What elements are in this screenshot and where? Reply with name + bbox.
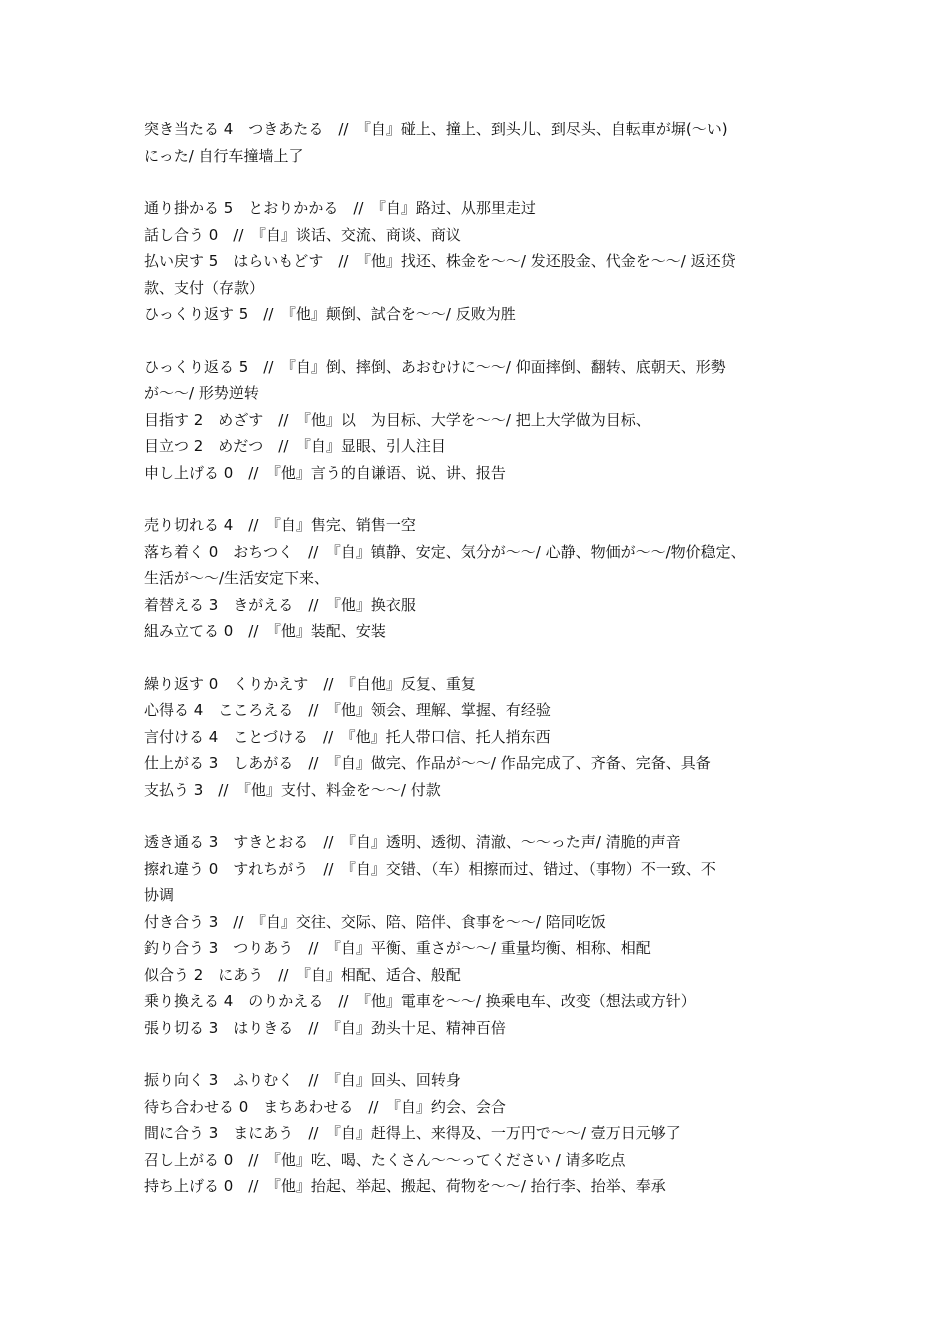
entry-group-3 (144, 354, 810, 487)
entry-line: 申し上げる 0 // 『他』言う的自谦语、说、讲、报告 (144, 463, 506, 482)
entry-line: 釣り合う 3 つりあう // 『自』平衡、重さが～～/ 重量均衡、相称、相配 (144, 939, 651, 957)
entry-line-continuation: 生活が～～/生活安定下来、 (144, 569, 330, 587)
entry-line: 召し上がる 0 // 『他』吃、喝、たくさん～～ってください / 请多吃点 (144, 1150, 626, 1169)
entry-line: 仕上がる 3 しあがる // 『自』做完、作品が～～/ 作品完成了、齐备、完备、具备 (144, 754, 711, 772)
entry-line-continuation: にった/ 自行车撞墙上了 (144, 146, 304, 165)
entry-line: 付き合う 3 // 『自』交往、交际、陪、陪伴、食事を～～/ 陪同吃饭 (144, 912, 606, 931)
entry-line: 繰り返す 0 くりかえす // 『自他』反复、重复 (144, 674, 476, 693)
entry-line: 目立つ 2 めだつ // 『自』显眼、引人注目 (144, 437, 446, 455)
entry-group-1 (144, 116, 810, 169)
entry-line: 組み立てる 0 // 『他』装配、安装 (144, 622, 386, 640)
entry-line-continuation: 协调 (144, 886, 175, 904)
entry-line: 話し合う 0 // 『自』谈话、交流、商谈、商议 (144, 225, 461, 244)
entry-line: 払い戻す 5 はらいもどす // 『他』找还、株金を～～/ 发还股金、代金を～～/ 返还贷 (144, 252, 736, 270)
entry-line: 突き当たる 4 つきあたる // 『自』碰上、撞上、到头儿、到尽头、自転車が塀(～い) (144, 120, 728, 138)
entry-line: 似合う 2 にあう // 『自』相配、适合、般配 (144, 965, 461, 984)
entry-line: 待ち合わせる 0 まちあわせる // 『自』约会、会合 (144, 1097, 506, 1116)
entry-line: 振り向く 3 ふりむく // 『自』回头、回转身 (144, 1071, 461, 1089)
entry-line: ひっくり返る 5 // 『自』倒、摔倒、あおむけに～～/ 仰面摔倒、翻转、底朝天、形勢 (144, 357, 726, 376)
entry-group-7 (144, 1067, 810, 1200)
entry-line: 落ち着く 0 おちつく // 『自』镇静、安定、気分が～～/ 心静、物価が～～/物价稳定、 (144, 542, 746, 561)
entry-group-2 (144, 195, 810, 328)
entry-line: 心得る 4 こころえる // 『他』领会、理解、掌握、有经验 (144, 701, 551, 719)
entry-line-continuation: 款、支付（存款） (144, 278, 265, 297)
entry-line: 擦れ違う 0 すれちがう // 『自』交错、（车）相擦而过、错过、（事物）不一致、不 (144, 859, 716, 878)
entry-line: 透き通る 3 すきとおる // 『自』透明、透彻、清澈、～～った声/ 清脆的声音 (144, 833, 681, 851)
entry-line: 支払う 3 // 『他』支付、料金を～～/ 付款 (144, 780, 441, 799)
entry-line: ひっくり返す 5 // 『他』颠倒、試合を～～/ 反败为胜 (144, 305, 516, 323)
entry-line: 通り掛かる 5 とおりかかる // 『自』路过、从那里走过 (144, 199, 536, 217)
entry-line: 売り切れる 4 // 『自』售完、销售一空 (144, 516, 416, 534)
entry-line: 目指す 2 めざす // 『他』以 为目标、大学を～～/ 把上大学做为目标、 (144, 410, 651, 429)
entry-group-5 (144, 671, 810, 804)
entry-line: 乗り換える 4 のりかえる // 『他』電車を～～/ 换乘电车、改变（想法或方针） (144, 992, 696, 1010)
entry-line: 持ち上げる 0 // 『他』抬起、举起、搬起、荷物を～～/ 抬行李、抬举、奉承 (144, 1177, 666, 1195)
entry-line: 張り切る 3 はりきる // 『自』劲头十足、精神百倍 (144, 1018, 506, 1037)
entry-group-4 (144, 512, 810, 645)
entry-group-6 (144, 829, 810, 1041)
entry-line: 着替える 3 きがえる // 『他』换衣服 (144, 595, 416, 614)
entry-line-continuation: が～～/ 形势逆转 (144, 384, 259, 402)
entry-line: 言付ける 4 ことづける // 『他』托人带口信、托人捎东西 (144, 727, 551, 746)
entry-line: 間に合う 3 まにあう // 『自』赶得上、来得及、一万円で～～/ 壹万日元够了 (144, 1124, 681, 1142)
